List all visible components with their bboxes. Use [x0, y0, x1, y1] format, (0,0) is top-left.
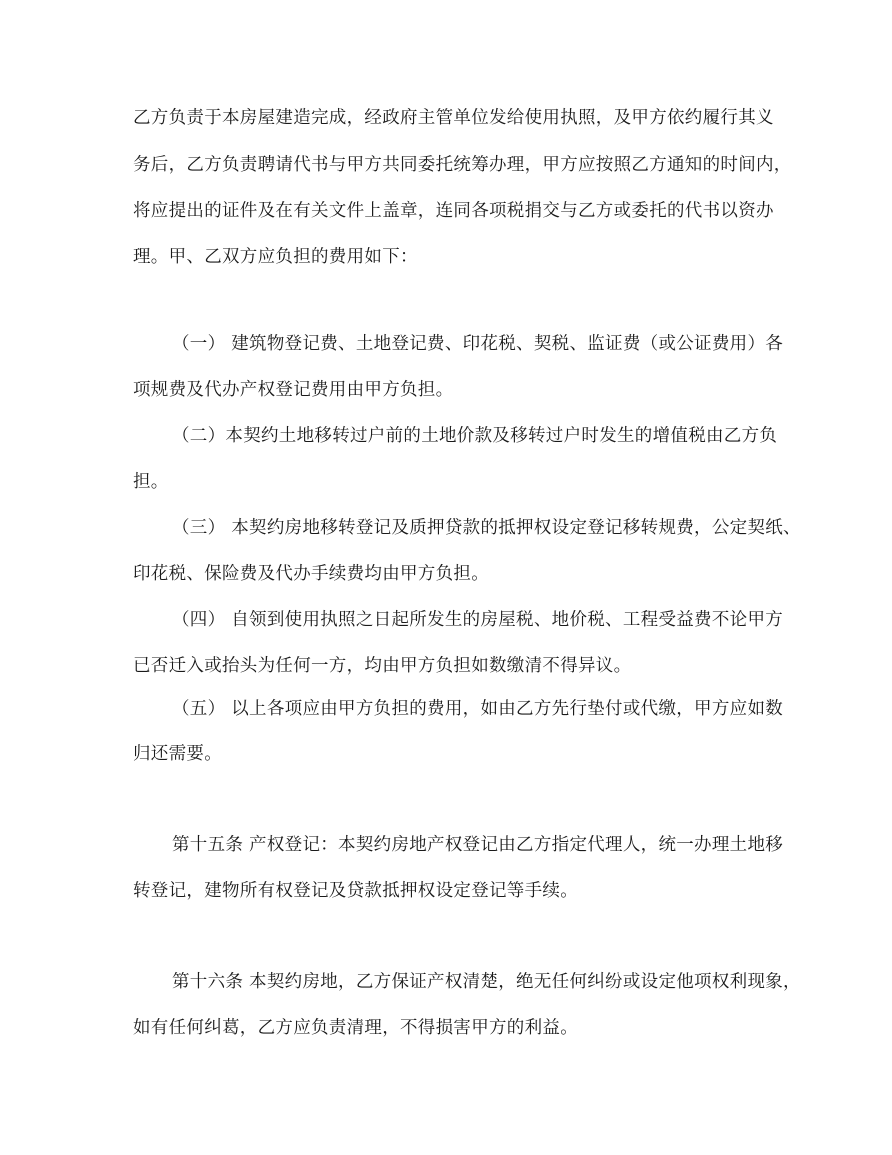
item-2-line-2: 担。 — [133, 472, 169, 492]
article-16-line-1: 第十六条 本契约房地，乙方保证产权清楚，绝无任何纠纷或设定他项权利现象， — [172, 972, 801, 992]
item-3-line-1: （三） 本契约房地移转登记及质押贷款的抵押权设定登记移转规费，公定契纸、 — [172, 518, 801, 538]
item-1-line-1: （一） 建筑物登记费、土地登记费、印花税、契税、监证费（或公证费用）各 — [172, 334, 784, 354]
item-4-line-2: 已否迁入或抬头为任何一方，均由甲方负担如数缴清不得异议。 — [133, 656, 632, 676]
article-15-line-1: 第十五条 产权登记：本契约房地产权登记由乙方指定代理人，统一办理土地移 — [172, 835, 784, 855]
intro-line-4: 理。甲、乙双方应负担的费用如下： — [133, 247, 418, 267]
item-5-line-2: 归还需要。 — [133, 744, 222, 764]
intro-line-1: 乙方负责于本房屋建造完成，经政府主管单位发给使用执照，及甲方依约履行其义 — [133, 108, 774, 128]
intro-line-2: 务后，乙方负责聘请代书与甲方共同委托统筹办理，甲方应按照乙方通知的时间内， — [133, 155, 792, 175]
item-2-line-1: （二）本契约土地移转过户前的土地价款及移转过户时发生的增值税由乙方负 — [172, 426, 778, 446]
intro-line-3: 将应提出的证件及在有关文件上盖章，连同各项税捐交与乙方或委托的代书以资办 — [133, 201, 774, 221]
article-16-line-2: 如有任何纠葛，乙方应负责清理，不得损害甲方的利益。 — [133, 1018, 578, 1038]
article-15-line-2: 转登记，建物所有权登记及贷款抵押权设定登记等手续。 — [133, 881, 578, 901]
item-4-line-1: （四） 自领到使用执照之日起所发生的房屋税、地价税、工程受益费不论甲方 — [172, 610, 784, 630]
item-1-line-2: 项规费及代办产权登记费用由甲方负担。 — [133, 380, 454, 400]
item-5-line-1: （五） 以上各项应由甲方负担的费用，如由乙方先行垫付或代缴，甲方应如数 — [172, 699, 784, 719]
item-3-line-2: 印花税、保险费及代办手续费均由甲方负担。 — [133, 564, 489, 584]
